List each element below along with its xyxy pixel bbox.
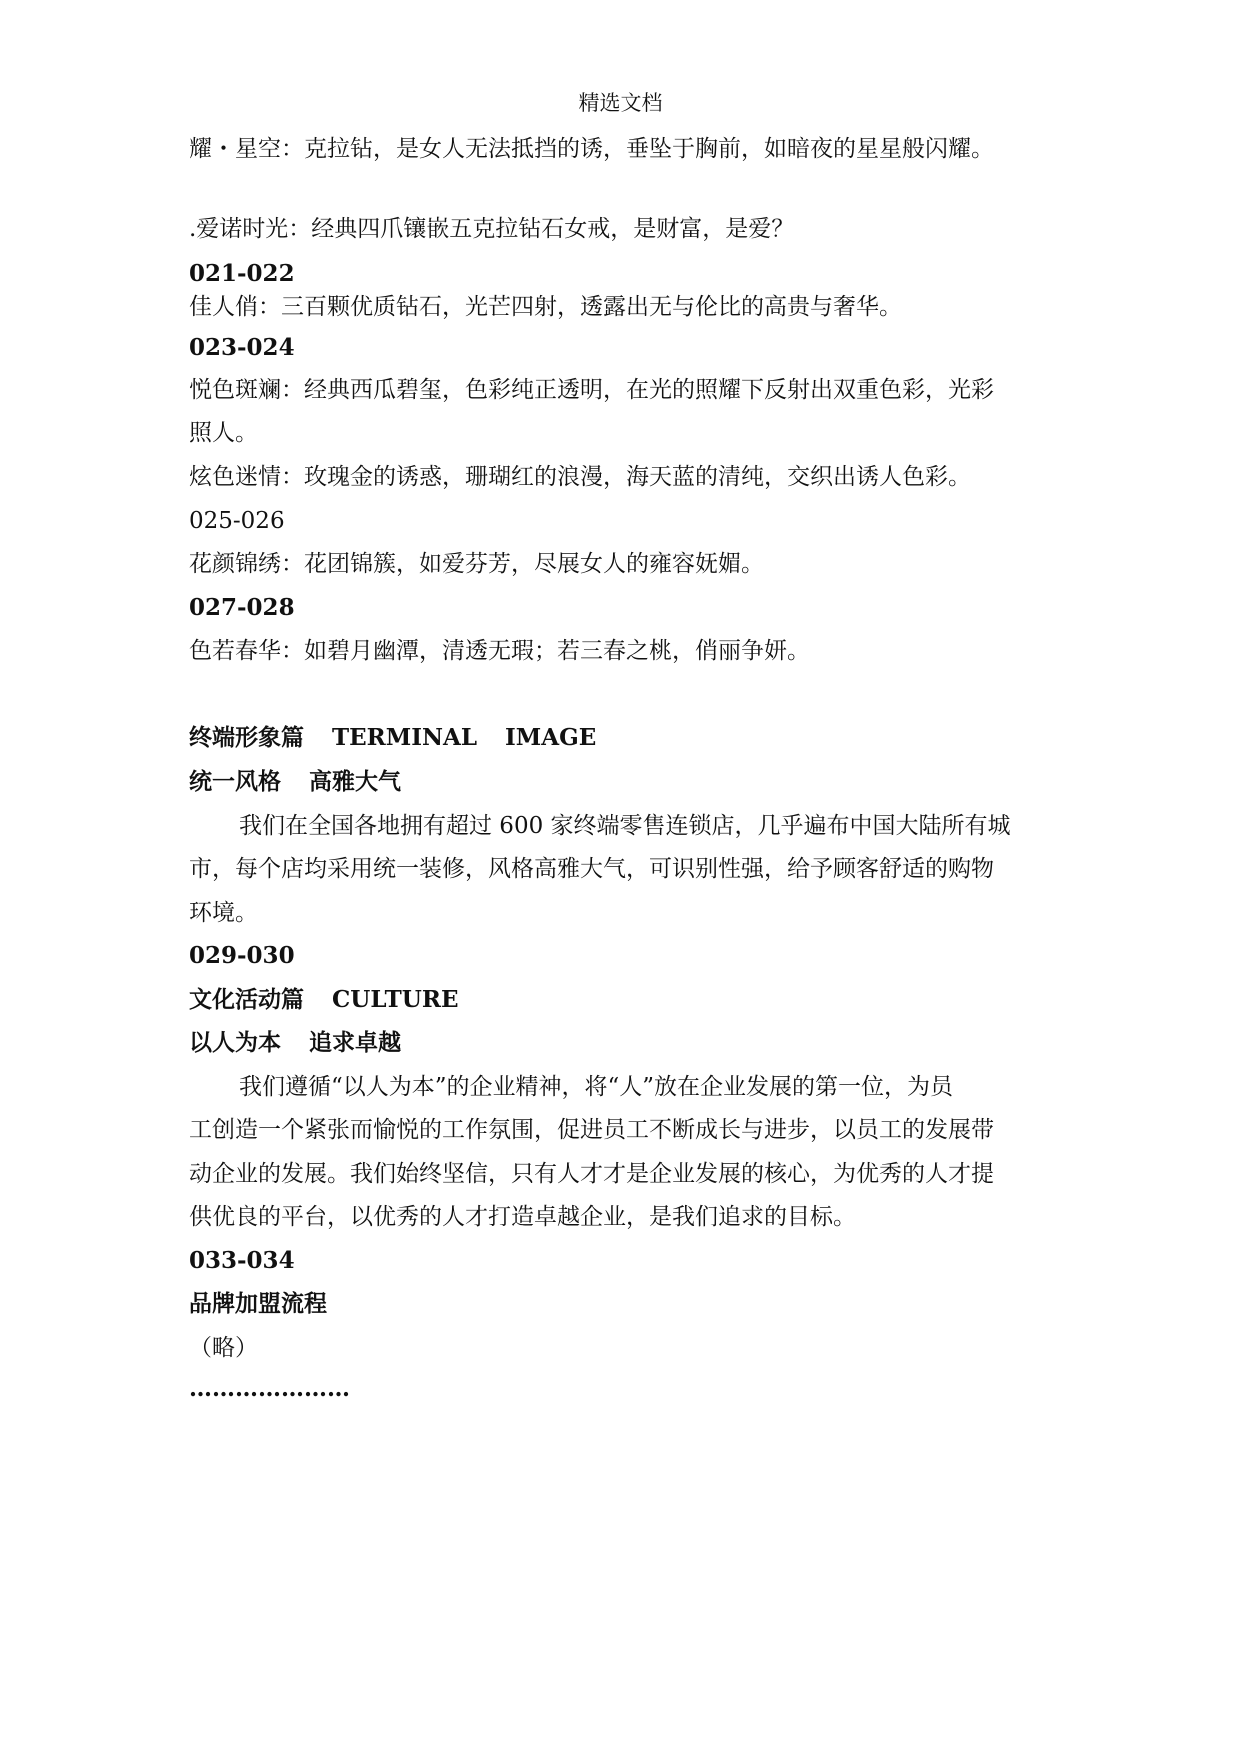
paragraph-line: 佳人俏：三百颗优质钻石，光芒四射，透露出无与伦比的高贵与奢华。 xyxy=(189,294,902,320)
paragraph-line: 供优良的平台，以优秀的人才打造卓越企业，是我们追求的目标。 xyxy=(189,1204,856,1230)
section-code: 033-034 xyxy=(189,1247,295,1274)
section-code: 025-026 xyxy=(189,508,285,534)
ellipsis-line: ………………… xyxy=(189,1375,350,1402)
subheading xyxy=(189,1027,1059,1059)
paragraph-line: 照人。 xyxy=(189,420,258,446)
paragraph-line: .爱诺时光：经典四爪镶嵌五克拉钻石女戒，是财富，是爱？ xyxy=(189,216,795,242)
heading-text: TERMINAL xyxy=(332,724,478,751)
paragraph-line: 动企业的发展。我们始终坚信，只有人才才是企业发展的核心，为优秀的人才提 xyxy=(189,1161,994,1187)
heading-text: 终端形象篇 xyxy=(189,724,304,751)
section-heading-franchise: 品牌加盟流程 xyxy=(189,1290,327,1317)
page-header: 精选文档 xyxy=(578,91,663,115)
paragraph-line: 耀・星空：克拉钻，是女人无法抵挡的诱，垂坠于胸前，如暗夜的星星般闪耀。 xyxy=(189,136,994,162)
paragraph-line: 我们在全国各地拥有超过 600 家终端零售连锁店，几乎遍布中国大陆所有城 xyxy=(239,813,1011,839)
omitted-note: （略） xyxy=(189,1335,258,1361)
paragraph-line: 环境。 xyxy=(189,900,258,926)
subheading-text: 以人为本 xyxy=(189,1029,281,1056)
paragraph-line: 炫色迷情：玫瑰金的诱惑，珊瑚红的浪漫，海天蓝的清纯，交织出诱人色彩。 xyxy=(189,464,971,490)
subheading-text: 统一风格 xyxy=(189,768,281,795)
section-code: 029-030 xyxy=(189,942,295,969)
paragraph-line: 市，每个店均采用统一装修，风格高雅大气，可识别性强，给予顾客舒适的购物 xyxy=(189,856,994,882)
paragraph-line: 工创造一个紧张而愉悦的工作氛围，促进员工不断成长与进步，以员工的发展带 xyxy=(189,1117,994,1143)
subheading-text: 追求卓越 xyxy=(309,1029,401,1056)
paragraph-line: 我们遵循“以人为本”的企业精神，将“人”放在企业发展的第一位，为员 xyxy=(239,1074,954,1100)
heading-text: CULTURE xyxy=(332,986,459,1013)
subheading-text: 高雅大气 xyxy=(309,768,401,795)
section-heading-terminal-image xyxy=(189,722,1059,754)
section-heading-culture xyxy=(189,984,1059,1016)
section-code: 023-024 xyxy=(189,334,295,361)
paragraph-line: 悦色斑斓：经典西瓜碧玺，色彩纯正透明，在光的照耀下反射出双重色彩，光彩 xyxy=(189,377,994,403)
paragraph-line: 色若春华：如碧月幽潭，清透无瑕；若三春之桃，俏丽争妍。 xyxy=(189,638,810,664)
paragraph-line: 花颜锦绣：花团锦簇，如爱芬芳，尽展女人的雍容妩媚。 xyxy=(189,551,764,577)
heading-text: 文化活动篇 xyxy=(189,986,304,1013)
section-code: 021-022 xyxy=(189,260,295,287)
heading-text: IMAGE xyxy=(505,724,597,751)
section-code: 027-028 xyxy=(189,594,295,621)
subheading xyxy=(189,766,1059,798)
